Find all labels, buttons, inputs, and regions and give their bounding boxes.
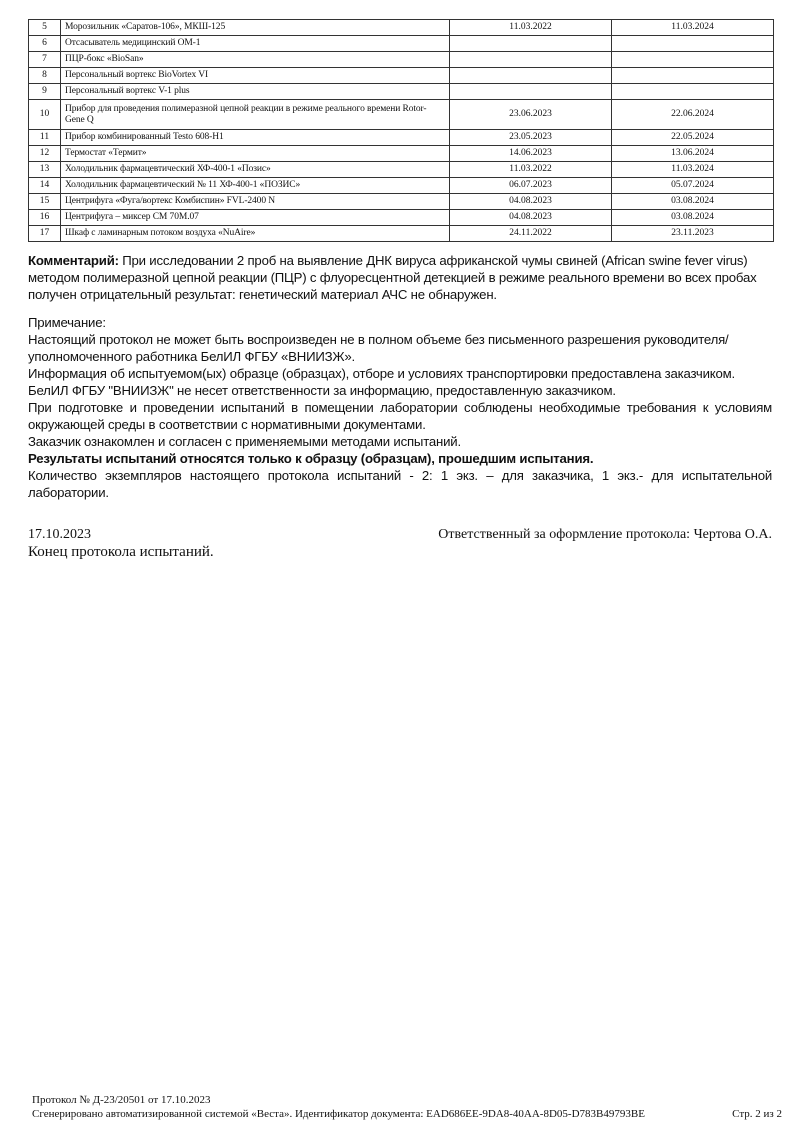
protocol-end-text: Конец протокола испытаний. [28, 544, 214, 560]
row-number: 14 [29, 178, 61, 194]
note-liability: БелИЛ ФГБУ "ВНИИЗЖ" не несет ответственности за информацию, предоставленную заказчиком. [28, 383, 616, 398]
date-from [450, 68, 612, 84]
date-from: 04.08.2023 [450, 210, 612, 226]
date-from: 11.03.2022 [450, 162, 612, 178]
date-from: 24.11.2022 [450, 226, 612, 242]
table-row [29, 52, 774, 68]
date-to: 03.08.2024 [612, 194, 774, 210]
row-number: 17 [29, 226, 61, 242]
equipment-name: Центрифуга «Фуга/вортекс Комбиспин» FVL-2400 N [61, 194, 450, 210]
equipment-name: Персональный вортекс BioVortex VI [61, 68, 450, 84]
equipment-name: Холодильник фармацевтический № 11 ХФ-400-1 «ПОЗИС» [61, 178, 450, 194]
equipment-name: Морозильник «Саратов-106», МКШ-125 [61, 20, 450, 36]
note-results-scope: Результаты испытаний относятся только к образцу (образцам), прошедшим испытания. [28, 451, 594, 466]
table-row [29, 162, 774, 178]
responsible-person: Ответственный за оформление протокола: Чертова О.А. [438, 527, 772, 542]
date-from: 23.05.2023 [450, 130, 612, 146]
table-row [29, 226, 774, 242]
note-conditions: При подготовке и проведении испытаний в помещении лаборатории соблюдены необходимые требования к условиям окружающей среды в соответствии с нормативными документами. [28, 400, 772, 432]
table-row [29, 20, 774, 36]
equipment-name: Персональный вортекс V-1 plus [61, 84, 450, 100]
table-row [29, 84, 774, 100]
note-copies: Количество экземпляров настоящего протокола испытаний - 2: 1 экз. – для заказчика, 1 экз.- для испытательной лаборатории. [28, 468, 772, 500]
equipment-table [28, 19, 774, 242]
footer-generated-line [32, 1107, 782, 1121]
date-to: 22.06.2024 [612, 100, 774, 130]
equipment-name: Центрифуга – миксер СМ 70М.07 [61, 210, 450, 226]
table-row [29, 146, 774, 162]
row-number: 6 [29, 36, 61, 52]
comment-label: Комментарий: [28, 253, 119, 268]
row-number: 7 [29, 52, 61, 68]
date-to: 05.07.2024 [612, 178, 774, 194]
date-from: 11.03.2022 [450, 20, 612, 36]
date-to [612, 36, 774, 52]
notes-section [28, 314, 772, 501]
date-to: 23.11.2023 [612, 226, 774, 242]
note-sample-info: Информация об испытуемом(ых) образце (образцах), отборе и условиях транспортировки предоставлена заказчиком. [28, 366, 735, 381]
comment-text: При исследовании 2 проб на выявление ДНК вируса африканской чумы свиней (African swine fever virus) методом полимеразной цепной реакции (ПЦР) с флуоресцентной детекцией в режиме реального времени во всех пробах получен отрицательный результат: генетический материал АЧС не обнаружен. [28, 253, 757, 302]
equipment-name: Отсасыватель медицинский ОМ-1 [61, 36, 450, 52]
date-from [450, 84, 612, 100]
row-number: 16 [29, 210, 61, 226]
footer-protocol-number: Протокол № Д-23/20501 от 17.10.2023 [32, 1094, 211, 1106]
table-row [29, 178, 774, 194]
row-number: 9 [29, 84, 61, 100]
footer-generated-text: Сгенерировано автоматизированной системой «Веста». Идентификатор документа: EAD686EE-9DA8-40AA-8D05-D783B49793BE [32, 1108, 645, 1120]
row-number: 5 [29, 20, 61, 36]
table-row [29, 68, 774, 84]
page-footer [32, 1093, 782, 1121]
date-from: 23.06.2023 [450, 100, 612, 130]
date-to [612, 68, 774, 84]
equipment-name: ПЦР-бокс «BioSan» [61, 52, 450, 68]
date-from [450, 36, 612, 52]
date-from [450, 52, 612, 68]
equipment-name: Шкаф с ламинарным потоком воздуха «NuAire» [61, 226, 450, 242]
row-number: 11 [29, 130, 61, 146]
date-from: 06.07.2023 [450, 178, 612, 194]
row-number: 10 [29, 100, 61, 130]
notes-heading: Примечание: [28, 315, 106, 330]
equipment-name: Прибор для проведения полимеразной цепной реакции в режиме реального времени Rotor-Gene Q [61, 100, 450, 130]
note-reproduction: Настоящий протокол не может быть воспроизведен не в полном объеме без письменного разрешения руководителя/уполномоченного работника БелИЛ ФГБУ «ВНИИЗЖ». [28, 332, 729, 364]
equipment-name: Термостат «Термит» [61, 146, 450, 162]
row-number: 13 [29, 162, 61, 178]
table-row [29, 210, 774, 226]
date-from: 14.06.2023 [450, 146, 612, 162]
comment-paragraph [28, 252, 772, 303]
table-row [29, 36, 774, 52]
date-from: 04.08.2023 [450, 194, 612, 210]
note-customer-agreement: Заказчик ознакомлен и согласен с применяемыми методами испытаний. [28, 434, 461, 449]
equipment-name: Прибор комбинированный Testo 608-H1 [61, 130, 450, 146]
equipment-name: Холодильник фармацевтический ХФ-400-1 «Позис» [61, 162, 450, 178]
date-to: 11.03.2024 [612, 20, 774, 36]
date-to [612, 84, 774, 100]
date-to [612, 52, 774, 68]
date-to: 11.03.2024 [612, 162, 774, 178]
page-number: Стр. 2 из 2 [732, 1108, 782, 1120]
row-number: 12 [29, 146, 61, 162]
date-to: 22.05.2024 [612, 130, 774, 146]
date-to: 13.06.2024 [612, 146, 774, 162]
date-to: 03.08.2024 [612, 210, 774, 226]
table-row [29, 130, 774, 146]
table-row [29, 100, 774, 130]
protocol-date: 17.10.2023 [28, 527, 91, 542]
row-number: 8 [29, 68, 61, 84]
row-number: 15 [29, 194, 61, 210]
table-row [29, 194, 774, 210]
